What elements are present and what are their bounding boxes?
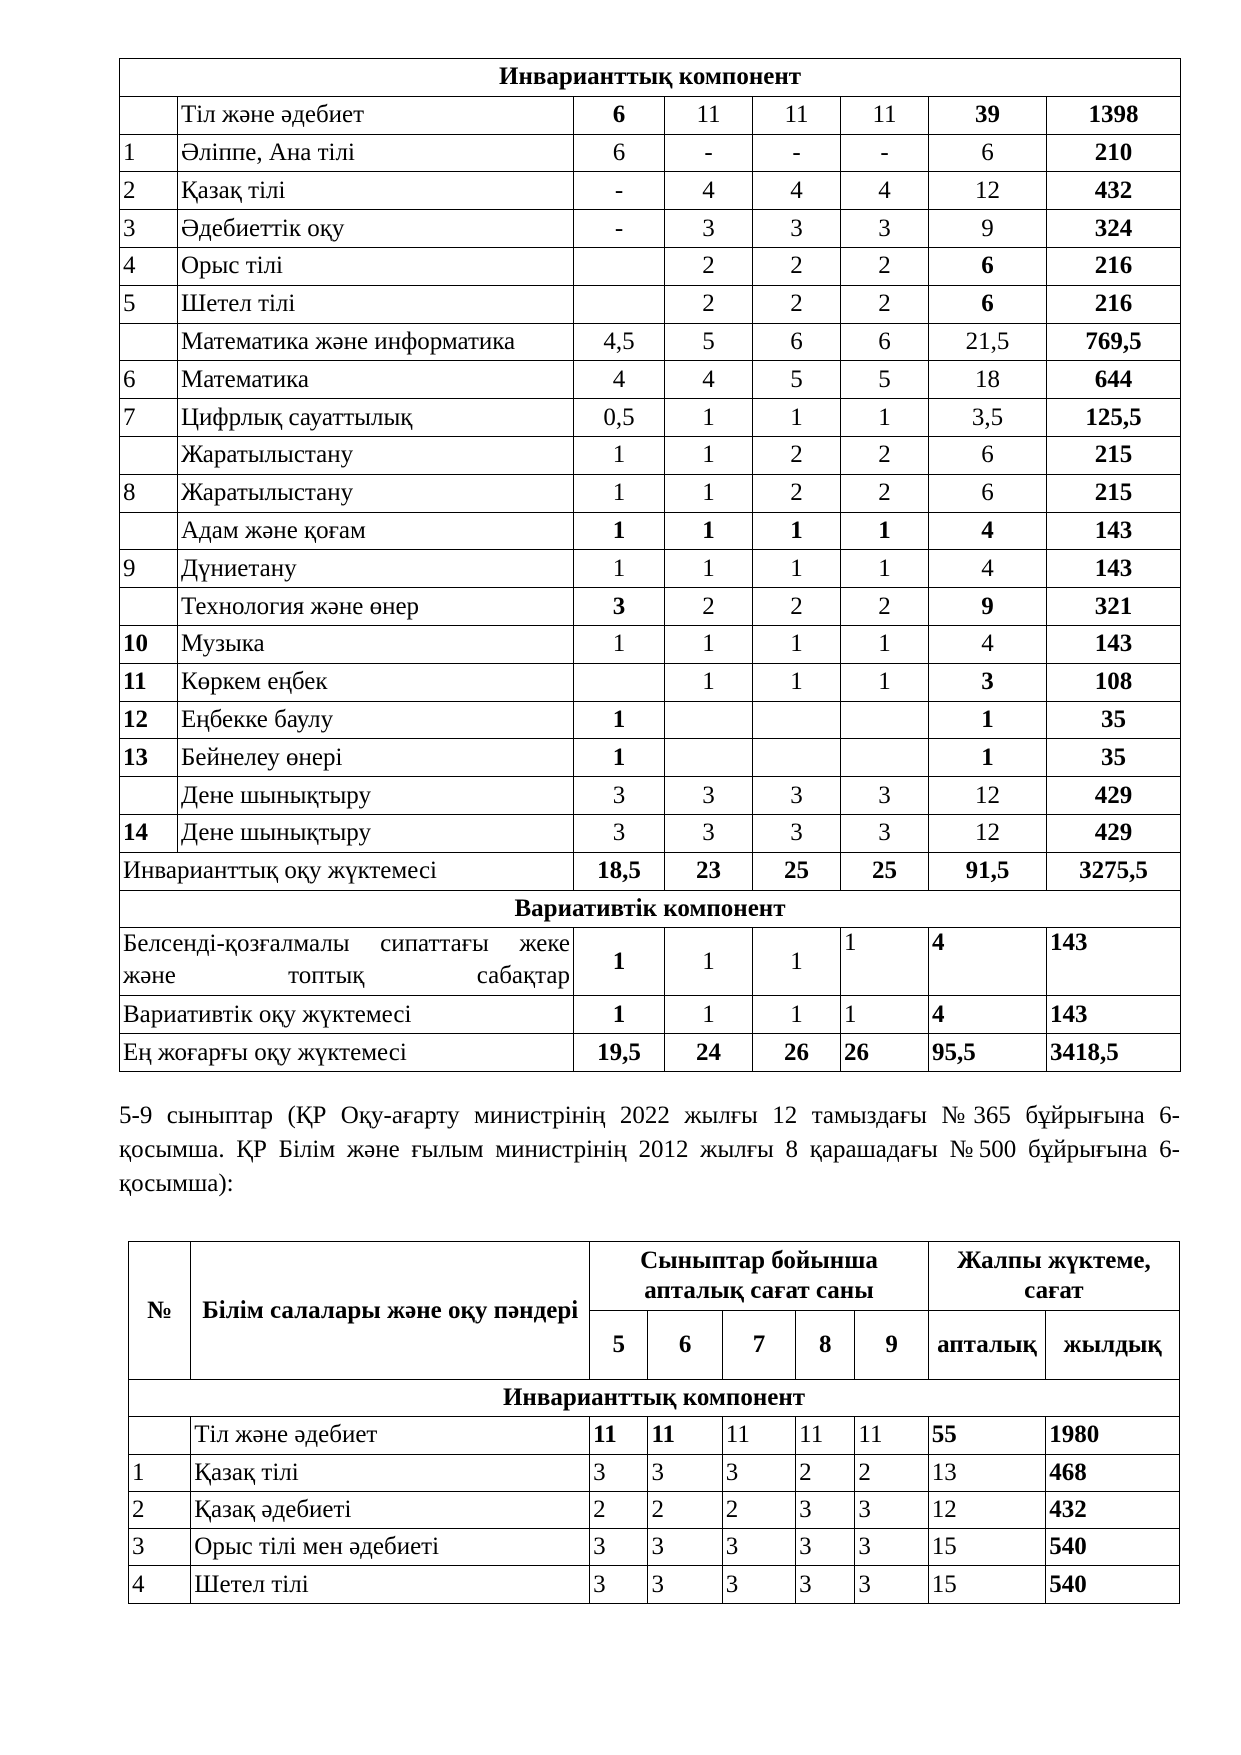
hours-grade-2: - <box>665 134 753 172</box>
hours-grade-4 <box>841 701 929 739</box>
hours-grade-1: 1 <box>574 436 665 474</box>
hours-grade-2: 2 <box>665 247 753 285</box>
subject-name: Қазақ тілі <box>191 1454 590 1491</box>
hours-grade-9: 2 <box>855 1454 928 1491</box>
hours-grade-4: 2 <box>841 588 929 626</box>
weekly-total: 4 <box>929 928 1047 996</box>
hours-grade-4: 11 <box>841 96 929 134</box>
yearly-total: 143 <box>1047 625 1181 663</box>
table-row <box>120 739 1181 777</box>
hours-grade-3: 2 <box>753 436 841 474</box>
row-number <box>120 436 178 474</box>
hours-grade-6: 11 <box>648 1417 722 1454</box>
hours-grade-1: 1 <box>574 512 665 550</box>
hours-grade-1: 3 <box>574 814 665 852</box>
yearly-total: 125,5 <box>1047 399 1181 437</box>
yearly-total: 432 <box>1046 1491 1180 1528</box>
hours-grade-3: 2 <box>753 588 841 626</box>
hours-grade-5: 2 <box>590 1491 648 1528</box>
hours-grade-2: 2 <box>665 588 753 626</box>
hours-grade-4: 2 <box>841 285 929 323</box>
weekly-total: 12 <box>929 814 1047 852</box>
row-number <box>129 1417 191 1454</box>
weekly-total: 6 <box>929 247 1047 285</box>
table-row <box>120 172 1181 210</box>
total-value: 3275,5 <box>1047 852 1181 890</box>
subject-name: Технология және өнер <box>178 588 574 626</box>
hours-grade-2: 3 <box>665 210 753 248</box>
row-number: 4 <box>129 1566 191 1603</box>
hours-grade-3: - <box>753 134 841 172</box>
hours-grade-3: 11 <box>753 96 841 134</box>
yearly-total: 540 <box>1046 1529 1180 1566</box>
yearly-total: 35 <box>1047 739 1181 777</box>
hours-grade-7: 3 <box>722 1529 795 1566</box>
hours-grade-6: 3 <box>648 1529 722 1566</box>
hours-grade-3: 2 <box>753 247 841 285</box>
subject-name: Қазақ әдебиеті <box>191 1491 590 1528</box>
yearly-total: 215 <box>1047 474 1181 512</box>
hours-grade-1 <box>574 285 665 323</box>
subject-name: Әдебиеттік оқу <box>178 210 574 248</box>
table-row <box>120 247 1181 285</box>
table-row <box>129 1454 1180 1491</box>
hours-grade-1: 3 <box>574 777 665 815</box>
table-row <box>129 1491 1180 1528</box>
total-value: 95,5 <box>929 1034 1047 1072</box>
subject-name: Қазақ тілі <box>178 172 574 210</box>
row-number <box>120 323 178 361</box>
row-number: 13 <box>120 739 178 777</box>
hours-grade-4: 3 <box>841 210 929 248</box>
hours-grade-2: 1 <box>665 512 753 550</box>
hours-grade-8: 3 <box>796 1491 855 1528</box>
hours-grade-1: 3 <box>574 588 665 626</box>
subject-name: Жаратылыстану <box>178 436 574 474</box>
weekly-total: 39 <box>929 96 1047 134</box>
max-total-row <box>120 1034 1181 1072</box>
hours-grade-1: - <box>574 172 665 210</box>
hours-grade-3: 1 <box>753 663 841 701</box>
column-total-header: Жалпы жүктеме, сағат <box>928 1242 1179 1311</box>
hours-grade-3: 4 <box>753 172 841 210</box>
invariant-component-header: Инварианттық компонент <box>129 1380 1180 1417</box>
subject-name: Математика және информатика <box>178 323 574 361</box>
grade-header: 5 <box>590 1311 648 1380</box>
table-row <box>120 96 1181 134</box>
hours-grade-3: 1 <box>753 928 841 996</box>
primary-curriculum-table <box>119 58 1181 1072</box>
total-value: 1 <box>574 996 665 1034</box>
total-label: Вариативтік оқу жүктемесі <box>120 996 574 1034</box>
table-row <box>120 323 1181 361</box>
hours-grade-3: 3 <box>753 777 841 815</box>
hours-grade-2: 3 <box>665 777 753 815</box>
hours-grade-4: 5 <box>841 361 929 399</box>
row-number: 11 <box>120 663 178 701</box>
hours-grade-3: 2 <box>753 285 841 323</box>
total-label: Ең жоғарғы оқу жүктемесі <box>120 1034 574 1072</box>
hours-grade-4: - <box>841 134 929 172</box>
subject-name: Дене шынықтыру <box>178 777 574 815</box>
subject-name: Шетел тілі <box>178 285 574 323</box>
row-number: 3 <box>129 1529 191 1566</box>
table-row <box>120 777 1181 815</box>
weekly-total: 6 <box>929 474 1047 512</box>
yearly-total: 1398 <box>1047 96 1181 134</box>
hours-grade-5: 11 <box>590 1417 648 1454</box>
subject-name: Тіл және әдебиет <box>191 1417 590 1454</box>
total-value: 19,5 <box>574 1034 665 1072</box>
hours-grade-2: 1 <box>665 550 753 588</box>
hours-grade-1: 0,5 <box>574 399 665 437</box>
subject-name: Цифрлық сауаттылық <box>178 399 574 437</box>
yearly-total: 35 <box>1047 701 1181 739</box>
hours-grade-1: 6 <box>574 96 665 134</box>
yearly-total: 540 <box>1046 1566 1180 1603</box>
yearly-total: 143 <box>1047 550 1181 588</box>
row-number <box>120 96 178 134</box>
row-number <box>120 777 178 815</box>
hours-grade-2: 3 <box>665 814 753 852</box>
row-number: 5 <box>120 285 178 323</box>
hours-grade-2: 1 <box>665 474 753 512</box>
table-row <box>120 134 1181 172</box>
total-value: 4 <box>929 996 1047 1034</box>
total-value: 26 <box>753 1034 841 1072</box>
hours-grade-3: 1 <box>753 550 841 588</box>
subject-name: Орыс тілі <box>178 247 574 285</box>
invariant-total-row <box>120 852 1181 890</box>
total-value: 1 <box>841 996 929 1034</box>
hours-grade-3: 2 <box>753 474 841 512</box>
yearly-total: 210 <box>1047 134 1181 172</box>
weekly-total: 4 <box>929 550 1047 588</box>
yearly-total: 216 <box>1047 247 1181 285</box>
total-label: Инварианттық оқу жүктемесі <box>120 852 574 890</box>
total-value: 23 <box>665 852 753 890</box>
hours-grade-1: 1 <box>574 701 665 739</box>
variative-label: Белсенді-қозғалмалы сипаттағы жеке және топтық сабақтар <box>120 928 574 996</box>
hours-grade-1 <box>574 247 665 285</box>
table-row <box>120 361 1181 399</box>
hours-grade-1 <box>574 663 665 701</box>
yearly-total: 432 <box>1047 172 1181 210</box>
hours-grade-3: 3 <box>753 814 841 852</box>
table-row <box>120 474 1181 512</box>
hours-grade-4: 1 <box>841 663 929 701</box>
row-number: 9 <box>120 550 178 588</box>
subject-name: Әліппе, Ана тілі <box>178 134 574 172</box>
row-number: 3 <box>120 210 178 248</box>
hours-grade-7: 3 <box>722 1454 795 1491</box>
hours-grade-4: 4 <box>841 172 929 210</box>
table-row <box>129 1566 1180 1603</box>
weekly-header: апталық <box>928 1311 1046 1380</box>
row-number <box>120 512 178 550</box>
grade-header: 8 <box>796 1311 855 1380</box>
hours-grade-7: 2 <box>722 1491 795 1528</box>
subject-name: Тіл және әдебиет <box>178 96 574 134</box>
secondary-curriculum-table <box>128 1241 1180 1604</box>
weekly-total: 12 <box>929 777 1047 815</box>
grade-header: 7 <box>722 1311 795 1380</box>
row-number: 2 <box>129 1491 191 1528</box>
hours-grade-2 <box>665 701 753 739</box>
weekly-total: 12 <box>929 172 1047 210</box>
yearly-total: 215 <box>1047 436 1181 474</box>
hours-grade-3: 3 <box>753 210 841 248</box>
table-row <box>129 1417 1180 1454</box>
hours-grade-6: 3 <box>648 1566 722 1603</box>
hours-grade-5: 3 <box>590 1566 648 1603</box>
hours-grade-4: 2 <box>841 436 929 474</box>
hours-grade-2: 11 <box>665 96 753 134</box>
column-number-header: № <box>129 1242 191 1380</box>
grades-5-9-note: 5-9 сыныптар (ҚР Оқу-ағарту министрінің 2022 жылғы 12 тамыздағы №365 бұйрығына 6-қосымша. ҚР Білім және ғылым министрінің 2012 жылғы 8 қарашадағы №500 бұйрығына 6- қосымша): <box>119 1102 1180 1197</box>
hours-grade-9: 3 <box>855 1529 928 1566</box>
total-value: 25 <box>753 852 841 890</box>
weekly-total: 55 <box>928 1417 1046 1454</box>
column-subject-header: Білім салалары және оқу пәндері <box>191 1242 590 1380</box>
weekly-total: 6 <box>929 134 1047 172</box>
total-value: 3418,5 <box>1047 1034 1181 1072</box>
hours-grade-1: 1 <box>574 474 665 512</box>
table-row <box>120 285 1181 323</box>
table-row <box>120 436 1181 474</box>
hours-grade-4: 1 <box>841 550 929 588</box>
row-number: 10 <box>120 625 178 663</box>
hours-grade-3: 1 <box>753 512 841 550</box>
hours-grade-9: 11 <box>855 1417 928 1454</box>
hours-grade-5: 3 <box>590 1529 648 1566</box>
hours-grade-8: 2 <box>796 1454 855 1491</box>
weekly-total: 18 <box>929 361 1047 399</box>
yearly-total: 216 <box>1047 285 1181 323</box>
weekly-total: 3,5 <box>929 399 1047 437</box>
subject-name: Көркем еңбек <box>178 663 574 701</box>
hours-grade-3 <box>753 701 841 739</box>
hours-grade-2: 1 <box>665 625 753 663</box>
weekly-total: 21,5 <box>929 323 1047 361</box>
subject-name: Еңбекке баулу <box>178 701 574 739</box>
subject-name: Дене шынықтыру <box>178 814 574 852</box>
yearly-total: 769,5 <box>1047 323 1181 361</box>
hours-grade-2: 1 <box>665 663 753 701</box>
hours-grade-1: 4,5 <box>574 323 665 361</box>
row-number: 1 <box>120 134 178 172</box>
weekly-total: 4 <box>929 512 1047 550</box>
yearly-total: 324 <box>1047 210 1181 248</box>
weekly-total: 13 <box>928 1454 1046 1491</box>
subject-name: Орыс тілі мен әдебиеті <box>191 1529 590 1566</box>
yearly-total: 429 <box>1047 777 1181 815</box>
hours-grade-2: 4 <box>665 361 753 399</box>
hours-grade-6: 2 <box>648 1491 722 1528</box>
weekly-total: 12 <box>928 1491 1046 1528</box>
hours-grade-4: 2 <box>841 247 929 285</box>
weekly-total: 9 <box>929 210 1047 248</box>
hours-grade-9: 3 <box>855 1491 928 1528</box>
yearly-total: 321 <box>1047 588 1181 626</box>
subject-name: Адам және қоғам <box>178 512 574 550</box>
hours-grade-3: 5 <box>753 361 841 399</box>
hours-grade-2: 1 <box>665 399 753 437</box>
row-number: 6 <box>120 361 178 399</box>
table-row <box>120 210 1181 248</box>
hours-grade-3: 6 <box>753 323 841 361</box>
table-row <box>120 625 1181 663</box>
hours-grade-6: 3 <box>648 1454 722 1491</box>
total-value: 24 <box>665 1034 753 1072</box>
hours-grade-1: - <box>574 210 665 248</box>
table-row <box>120 663 1181 701</box>
hours-grade-4: 2 <box>841 474 929 512</box>
weekly-total: 1 <box>929 739 1047 777</box>
hours-grade-1: 1 <box>574 928 665 996</box>
table-row <box>120 512 1181 550</box>
weekly-total: 3 <box>929 663 1047 701</box>
row-number <box>120 588 178 626</box>
row-number: 2 <box>120 172 178 210</box>
variative-row <box>120 928 1181 996</box>
table-row <box>120 701 1181 739</box>
yearly-total: 108 <box>1047 663 1181 701</box>
total-value: 18,5 <box>574 852 665 890</box>
hours-grade-4 <box>841 739 929 777</box>
weekly-total: 4 <box>929 625 1047 663</box>
subject-name: Музыка <box>178 625 574 663</box>
hours-grade-1: 1 <box>574 625 665 663</box>
hours-grade-4: 3 <box>841 777 929 815</box>
yearly-total: 1980 <box>1046 1417 1180 1454</box>
table-row <box>120 814 1181 852</box>
hours-grade-7: 11 <box>722 1417 795 1454</box>
variative-total-row <box>120 996 1181 1034</box>
hours-grade-4: 1 <box>841 928 929 996</box>
subject-name: Жаратылыстану <box>178 474 574 512</box>
hours-grade-2 <box>665 739 753 777</box>
hours-grade-7: 3 <box>722 1566 795 1603</box>
weekly-total: 6 <box>929 285 1047 323</box>
grade-header: 9 <box>855 1311 928 1380</box>
grade-header: 6 <box>648 1311 722 1380</box>
hours-grade-2: 4 <box>665 172 753 210</box>
hours-grade-8: 3 <box>796 1566 855 1603</box>
table-row <box>120 588 1181 626</box>
weekly-total: 1 <box>929 701 1047 739</box>
row-number: 4 <box>120 247 178 285</box>
row-number: 7 <box>120 399 178 437</box>
hours-grade-1: 1 <box>574 550 665 588</box>
hours-grade-8: 11 <box>796 1417 855 1454</box>
row-number: 1 <box>129 1454 191 1491</box>
subject-name: Дүниетану <box>178 550 574 588</box>
total-value: 26 <box>841 1034 929 1072</box>
hours-grade-4: 1 <box>841 399 929 437</box>
yearly-total: 143 <box>1047 512 1181 550</box>
subject-name: Бейнелеу өнері <box>178 739 574 777</box>
weekly-total: 15 <box>928 1529 1046 1566</box>
invariant-component-header: Инварианттық компонент <box>120 59 1181 97</box>
weekly-total: 9 <box>929 588 1047 626</box>
column-grades-header: Сыныптар бойынша апталық сағат саны <box>590 1242 929 1311</box>
hours-grade-4: 1 <box>841 625 929 663</box>
total-value: 1 <box>753 996 841 1034</box>
total-value: 143 <box>1047 996 1181 1034</box>
hours-grade-2: 2 <box>665 285 753 323</box>
total-value: 1 <box>665 996 753 1034</box>
total-value: 91,5 <box>929 852 1047 890</box>
hours-grade-4: 6 <box>841 323 929 361</box>
row-number: 12 <box>120 701 178 739</box>
row-number: 8 <box>120 474 178 512</box>
yearly-total: 468 <box>1046 1454 1180 1491</box>
hours-grade-3 <box>753 739 841 777</box>
hours-grade-4: 1 <box>841 512 929 550</box>
row-number: 14 <box>120 814 178 852</box>
subject-name: Шетел тілі <box>191 1566 590 1603</box>
hours-grade-5: 3 <box>590 1454 648 1491</box>
hours-grade-2: 1 <box>665 436 753 474</box>
hours-grade-4: 3 <box>841 814 929 852</box>
weekly-total: 15 <box>928 1566 1046 1603</box>
hours-grade-2: 5 <box>665 323 753 361</box>
table-row <box>120 399 1181 437</box>
weekly-total: 6 <box>929 436 1047 474</box>
hours-grade-8: 3 <box>796 1529 855 1566</box>
total-value: 25 <box>841 852 929 890</box>
table-row <box>129 1529 1180 1566</box>
hours-grade-2: 1 <box>665 928 753 996</box>
hours-grade-1: 4 <box>574 361 665 399</box>
yearly-total: 644 <box>1047 361 1181 399</box>
table-row <box>120 550 1181 588</box>
yearly-total: 429 <box>1047 814 1181 852</box>
subject-name: Математика <box>178 361 574 399</box>
variative-component-header: Вариативтік компонент <box>120 890 1181 928</box>
yearly-total: 143 <box>1047 928 1181 996</box>
yearly-header: жылдық <box>1046 1311 1180 1380</box>
hours-grade-1: 6 <box>574 134 665 172</box>
hours-grade-9: 3 <box>855 1566 928 1603</box>
hours-grade-3: 1 <box>753 399 841 437</box>
hours-grade-3: 1 <box>753 625 841 663</box>
hours-grade-1: 1 <box>574 739 665 777</box>
